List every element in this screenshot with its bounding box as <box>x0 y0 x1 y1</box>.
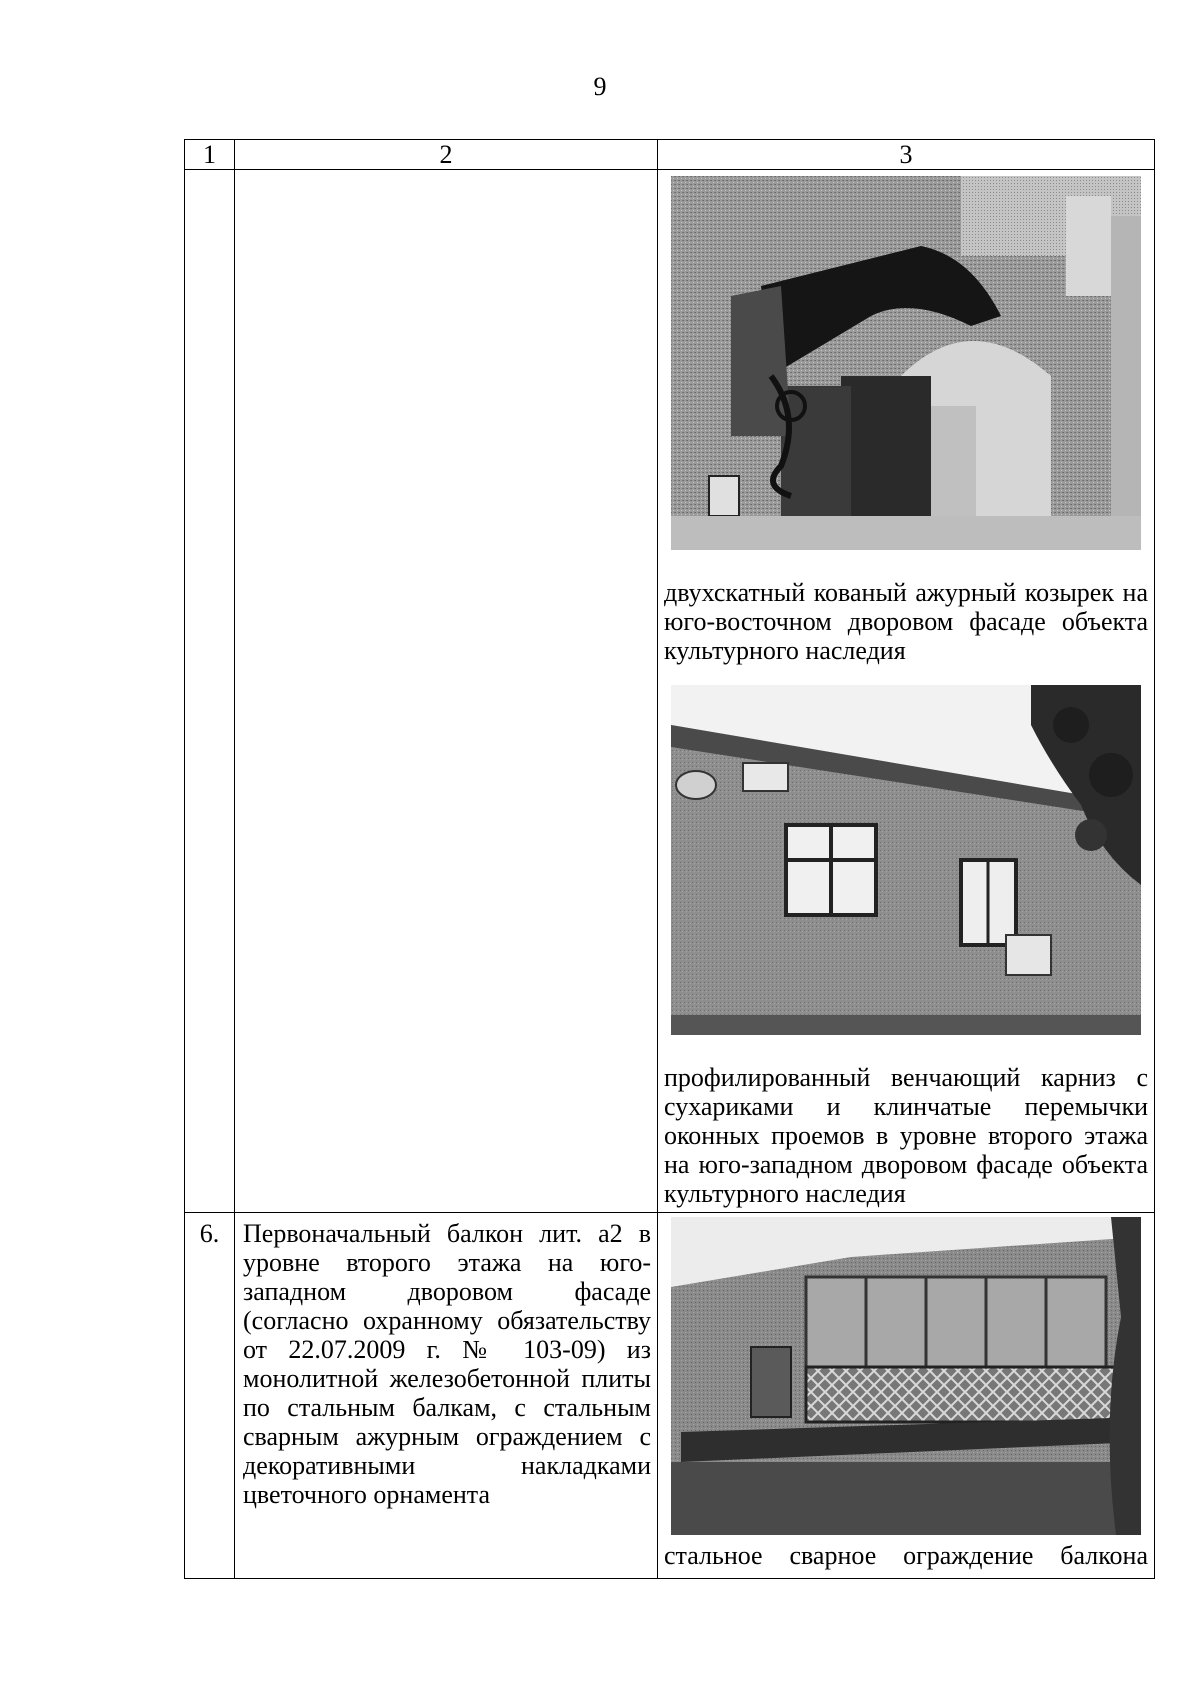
header-col-3: 3 <box>658 140 1155 170</box>
row-number-cell: 6. <box>185 1213 235 1579</box>
cornice-caption: профилированный венчающий карниз с сухариками и клинчатые перемычки оконных проемов в уровне второго этажа на юго-западном дворовом фасаде объекта культурного наследия <box>664 1063 1148 1208</box>
table-row-6 <box>185 1213 1155 1579</box>
page-number: 9 <box>593 72 607 101</box>
row-photos-cell <box>658 170 1155 1213</box>
balcony-photo <box>671 1217 1141 1535</box>
balcony-caption: стальное сварное ограждение балкона <box>664 1541 1148 1570</box>
row-description-cell: Первоначальный балкон лит. а2 в уровне второго этажа на юго-западном дворовом фасаде (согласно охранному обязательству от 22.07.2009 г. № 103-09) из монолитной железобетонной плиты по стальным балкам, с стальным сварным ажурным ограждением с декоративными накладками цветочного орнамента <box>235 1213 658 1579</box>
header-col-1: 1 <box>185 140 235 170</box>
canopy-photo <box>671 176 1141 550</box>
table-header-row <box>185 140 1155 170</box>
cornice-photo <box>671 685 1141 1035</box>
canopy-caption: двухскатный кованый ажурный козырек на юго-восточном дворовом фасаде объекта культурного наследия <box>664 578 1148 665</box>
heritage-elements-table <box>184 139 1155 1579</box>
row-photos-cell <box>658 1213 1155 1579</box>
table-row-continuation <box>185 170 1155 1213</box>
row-number-cell <box>185 170 235 1213</box>
row-description-cell <box>235 170 658 1213</box>
header-col-2: 2 <box>235 140 658 170</box>
